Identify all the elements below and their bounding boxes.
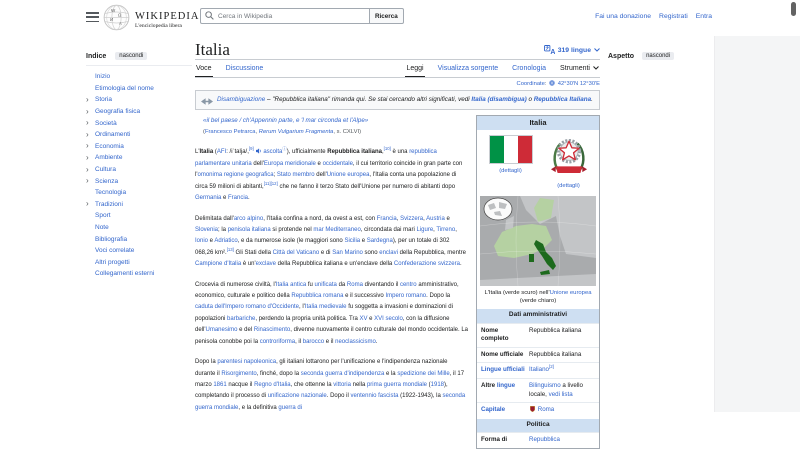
- wiki-link[interactable]: Slovenia: [195, 227, 219, 234]
- svg-text:Ω: Ω: [118, 12, 122, 18]
- text-segment: ,: [396, 215, 401, 222]
- toc-expand-icon[interactable]: ›: [86, 106, 89, 116]
- disambiguation-icon: [201, 97, 213, 110]
- toc-list: [86, 71, 192, 280]
- text-segment: , il: [295, 338, 303, 345]
- flag-details-link[interactable]: (dettagli): [499, 168, 522, 175]
- infobox-row: [477, 362, 599, 378]
- sidebar-item-scienza[interactable]: [86, 175, 192, 187]
- toc-expand-icon[interactable]: ›: [86, 94, 89, 104]
- text-segment: L'Italia (verde scuro) nell': [484, 289, 550, 296]
- country-infobox: [476, 115, 600, 449]
- toc-item-label: Inizio: [95, 73, 111, 81]
- wiki-link[interactable]: Francia: [228, 195, 249, 202]
- top-link-0[interactable]: Fai una donazione: [595, 13, 652, 20]
- toc-item-label: Economia: [95, 142, 124, 150]
- sidebar-item-cultura[interactable]: [86, 164, 192, 176]
- sidebar-item-tecnologia[interactable]: [86, 187, 192, 199]
- text-segment: ), per un totale di 302 068,26 km².: [195, 238, 450, 256]
- chevron-down-icon: [593, 65, 599, 72]
- toc-item-label: Ordinamenti: [95, 131, 131, 139]
- text-segment: – "Repubblica italiana" rimanda qui. Se stai cercando altri significati, vedi: [265, 96, 472, 103]
- text-segment: e: [208, 238, 215, 245]
- footnote-ref[interactable]: [13]: [226, 246, 234, 252]
- toc-item-label: Storia: [95, 96, 112, 104]
- infobox-row-value: [527, 324, 599, 347]
- search-button[interactable]: Ricerca: [370, 8, 404, 24]
- wiki-link[interactable]: controriforma: [259, 338, 296, 345]
- text-segment: fu soggetta a invasioni e dominazioni di popolazioni: [195, 304, 453, 322]
- toc-item-label: Collegamenti esterni: [95, 270, 155, 278]
- text-segment: , divenne nuovamente il centro culturale del mondo occidentale. La penisola conobbe poi la: [195, 327, 469, 345]
- toc-item-label: Cultura: [95, 166, 116, 174]
- sidebar-item-ordinamenti[interactable]: [86, 129, 192, 141]
- tab-voce[interactable]: Voce: [195, 60, 213, 77]
- wiki-link[interactable]: Germania: [195, 195, 222, 202]
- svg-text:A: A: [119, 21, 122, 26]
- sidebar-item-bibliografia[interactable]: [86, 233, 192, 245]
- wiki-link[interactable]: prima guerra mondiale: [366, 381, 427, 388]
- text-segment: nella: [350, 381, 367, 388]
- text-segment: , e da numerose isole (le maggiori sono: [237, 238, 345, 245]
- infobox-row-label: [477, 403, 527, 419]
- wiki-link[interactable]: unificata: [314, 281, 337, 288]
- wiki-link[interactable]: Roma: [346, 281, 363, 288]
- infobox-row-label: [477, 433, 527, 448]
- wiki-link[interactable]: 42°30′N 12°30′E: [557, 81, 600, 87]
- wiki-link[interactable]: Repubblica romana: [291, 293, 344, 300]
- wiki-link[interactable]: occidentale: [322, 161, 353, 168]
- infobox-row-value: [527, 403, 599, 419]
- text-segment: , circondata dai mari: [360, 227, 417, 234]
- text-segment: , l': [299, 304, 305, 311]
- wikipedia-globe-icon: [103, 4, 130, 36]
- text-segment: e: [360, 238, 367, 245]
- wiki-link[interactable]: guerra di: [278, 404, 303, 411]
- text-segment: Gli Stati della: [233, 249, 273, 256]
- text-segment: o: [526, 96, 534, 103]
- toc-item-label: Tradizioni: [95, 200, 123, 208]
- wiki-link[interactable]: AFI: [216, 148, 227, 155]
- content-area: [195, 36, 600, 455]
- wiki-link[interactable]: XV: [359, 315, 368, 322]
- svg-text:A: A: [550, 48, 555, 54]
- text-segment: L': [195, 148, 200, 155]
- view-leggi[interactable]: Leggi: [405, 60, 424, 77]
- wiki-link[interactable]: Confederazione svizzera: [393, 261, 460, 268]
- chevron-down-icon: [594, 47, 600, 54]
- wiki-link[interactable]: Italia (disambigua): [471, 96, 527, 103]
- wiki-link[interactable]: Stato membro: [276, 172, 315, 179]
- toc-item-label: Altri progetti: [95, 258, 130, 266]
- text-segment: , l'Italia conta una popolazione di circa 59 milioni di abitanti,: [195, 172, 457, 190]
- toc-expand-icon[interactable]: ›: [86, 152, 89, 162]
- text-segment: : /iˈtalja/,: [226, 148, 249, 155]
- text-segment: .: [591, 96, 593, 103]
- toc-item-label: Geografia fisica: [95, 108, 141, 116]
- text-segment: Repubblica italiana: [529, 326, 582, 334]
- wiki-link[interactable]: omonima regione geografica: [197, 172, 274, 179]
- wiki-link[interactable]: 1861: [213, 381, 227, 388]
- main-menu-icon[interactable]: [86, 12, 99, 23]
- toc-item-label: Scienza: [95, 177, 119, 185]
- infobox-row-value: [527, 348, 599, 363]
- text-segment: Nome completo: [481, 326, 509, 343]
- text-segment: è un': [241, 261, 256, 268]
- toc-item-label: Tecnologia: [95, 189, 127, 197]
- namespace-tabs: [195, 60, 264, 77]
- wiki-link[interactable]: Francesco Petrarca: [204, 129, 256, 136]
- appearance-panel: [608, 52, 674, 60]
- infobox-row: [477, 402, 599, 419]
- text-segment: (verde chiaro): [519, 297, 557, 304]
- wiki-link[interactable]: spedizione dei Mille: [397, 370, 450, 377]
- text-segment: , l'Italia confina a nord, da ovest a est, con: [263, 215, 377, 222]
- text-segment: .: [248, 195, 250, 202]
- wiki-link[interactable]: seconda guerra d'indipendenza: [300, 370, 385, 377]
- text-segment: e: [367, 315, 375, 322]
- text-segment: .: [375, 338, 378, 345]
- infobox-row: [477, 347, 599, 363]
- text-segment: dell': [314, 172, 327, 179]
- sidebar-item-economia[interactable]: [86, 141, 192, 153]
- article-body: [195, 115, 600, 444]
- speaker-icon: [256, 148, 262, 159]
- sidebar-item-storia[interactable]: [86, 94, 192, 106]
- wiki-link[interactable]: Ligure: [416, 227, 434, 234]
- wikipedia-logo[interactable]: [103, 4, 199, 36]
- view-strumenti[interactable]: Strumenti: [559, 60, 600, 77]
- text-segment: . Dopo il: [326, 393, 351, 400]
- text-segment: dell': [251, 161, 264, 168]
- roma-shield-icon: [530, 406, 535, 416]
- wiki-link[interactable]: seconda guerra mondiale: [195, 393, 466, 411]
- text-segment: diventando il: [362, 281, 400, 288]
- wiki-link[interactable]: Campione d'Italia: [195, 261, 242, 268]
- footnote-ref[interactable]: [2]: [548, 364, 554, 370]
- wiki-link[interactable]: Italia antica: [275, 281, 307, 288]
- eu-locator-map[interactable]: [477, 196, 599, 286]
- sidebar-item-note[interactable]: [86, 222, 192, 234]
- text-segment: , perdendo la propria unità politica. Tra: [255, 315, 360, 322]
- logo-title: WIKIPEDIA: [135, 11, 200, 22]
- footnote-ref[interactable]: [10]: [383, 145, 391, 151]
- text-segment: Italia: [199, 148, 214, 155]
- wiki-link[interactable]: barocco: [302, 338, 325, 345]
- text-segment: ; la: [218, 227, 228, 234]
- wiki-link[interactable]: enclavi: [379, 249, 398, 256]
- text-segment: Dopo la: [195, 359, 218, 366]
- logo-subtitle: L'enciclopedia libera: [135, 23, 182, 29]
- toc-item-label: Ambiente: [95, 154, 123, 162]
- text-segment: (1922-1943), la: [398, 393, 443, 400]
- text-segment: della Repubblica, mentre: [397, 249, 466, 256]
- text-segment: (: [427, 381, 431, 388]
- page-title: Italia: [195, 40, 230, 59]
- wiki-link[interactable]: Regno d'Italia: [254, 381, 291, 388]
- wiki-link[interactable]: neoclassicismo: [335, 338, 376, 345]
- toc-expand-icon[interactable]: ›: [86, 176, 89, 186]
- text-segment: e del: [237, 327, 254, 334]
- text-segment: , con la diffusione dell': [195, 315, 450, 334]
- text-segment: , che ottenne la: [290, 381, 334, 388]
- sidebar-item-tradizioni[interactable]: [86, 199, 192, 211]
- wiki-link[interactable]: barbariche: [227, 315, 256, 322]
- text-segment: e di: [319, 249, 333, 256]
- wiki-link[interactable]: Tirreno: [436, 227, 456, 234]
- text-segment: ,: [455, 227, 457, 234]
- tab-discussione[interactable]: Discussione: [225, 65, 264, 72]
- wiki-link[interactable]: Adriatico: [214, 238, 238, 245]
- wiki-link[interactable]: Impero romano: [385, 293, 427, 300]
- infobox-row: [477, 432, 599, 448]
- text-segment: Delimitata dall': [195, 215, 234, 222]
- infobox-row: [477, 378, 599, 402]
- text-segment: Forma di: [481, 436, 508, 444]
- wiki-link[interactable]: repubblica parlamentare unitaria: [195, 148, 437, 168]
- infobox-row-value: [527, 363, 599, 378]
- view-visualizza-sorgente[interactable]: Visualizza sorgente: [437, 65, 499, 72]
- text-segment: e il: [324, 338, 336, 345]
- wiki-link[interactable]: «il bel paese / ch'Appennin parte, e 'l mar circonda et l'Alpe»: [203, 116, 369, 124]
- emblem-details-link[interactable]: (dettagli): [557, 182, 580, 189]
- search-box[interactable]: [200, 8, 370, 24]
- wiki-link[interactable]: Europa meridionale: [263, 161, 316, 168]
- text-segment: (: [203, 129, 205, 136]
- wiki-link[interactable]: penisola italiana: [227, 227, 271, 234]
- wiki-link[interactable]: Rerum Vulgarium Fragmenta: [258, 129, 334, 136]
- vertical-scrollbar[interactable]: [791, 2, 796, 16]
- top-link-2[interactable]: Entra: [695, 13, 712, 20]
- wiki-link[interactable]: Repubblica: [529, 436, 560, 444]
- wiki-link[interactable]: Italia medievale: [304, 304, 347, 311]
- wiki-link[interactable]: Italiano: [529, 366, 549, 374]
- text-segment: Altre: [481, 381, 497, 389]
- text-segment: .: [459, 261, 462, 268]
- wiki-link[interactable]: mar Mediterraneo: [313, 227, 361, 234]
- wiki-link[interactable]: Unione europea: [326, 172, 370, 179]
- text-segment: , s. CXLVI): [333, 129, 362, 136]
- text-segment: ;: [273, 172, 277, 179]
- wiki-link[interactable]: XVI secolo: [374, 315, 403, 322]
- wiki-link[interactable]: Francia: [376, 215, 397, 222]
- top-link-1[interactable]: Registrati: [659, 13, 688, 20]
- wiki-link[interactable]: ascolta: [263, 148, 283, 155]
- wiki-link[interactable]: Repubblica Italiana: [533, 96, 592, 103]
- text-segment: della Repubblica italiana e un'enclave della: [276, 261, 394, 268]
- wiki-link[interactable]: San Marino: [332, 249, 363, 256]
- footnote-ref[interactable]: [11][12]: [263, 180, 278, 186]
- sidebar-item-ambiente[interactable]: [86, 152, 192, 164]
- wiki-link[interactable]: Rinascimento: [253, 327, 291, 334]
- appearance-hide-button[interactable]: nascondi: [642, 52, 674, 60]
- disambiguation-notice: [195, 90, 600, 110]
- text-segment: Crocevia di numerose civiltà, l': [195, 281, 276, 288]
- infobox-section-header: Politica: [477, 419, 599, 433]
- text-segment: , il cui territorio coincide in gran parte con l': [195, 161, 463, 179]
- text-segment: ,: [381, 148, 384, 155]
- infobox-row-value: [527, 379, 599, 402]
- toc-expand-icon[interactable]: ›: [86, 129, 89, 139]
- wiki-link[interactable]: Umanesimo: [205, 327, 238, 334]
- text-segment: ,: [423, 215, 427, 222]
- toc-expand-icon[interactable]: ›: [86, 141, 89, 151]
- text-segment: a livello locale,: [529, 381, 583, 398]
- coordinates: [195, 78, 600, 89]
- text-segment: e la: [384, 370, 398, 377]
- wiki-link[interactable]: arco alpino: [233, 215, 264, 222]
- infobox-title: Italia: [477, 116, 599, 131]
- text-segment: che ne fanno il terzo Stato dell'Unione per numero di abitanti dopo: [277, 183, 456, 190]
- wiki-link[interactable]: Lingue ufficiali: [481, 366, 525, 374]
- text-segment: (: [213, 148, 217, 155]
- wiki-link[interactable]: Città del Vaticano: [272, 249, 320, 256]
- text-segment: Nome ufficiale: [481, 350, 524, 358]
- wiki-link[interactable]: parentesi napoleonica: [217, 359, 277, 366]
- wiki-link[interactable]: centro: [399, 281, 417, 288]
- search-input[interactable]: [218, 13, 365, 20]
- text-segment: da: [336, 281, 347, 288]
- text-segment: ), ufficialmente: [286, 148, 328, 155]
- svg-text:W: W: [111, 8, 116, 13]
- infobox-row-label: [477, 348, 527, 363]
- wiki-link[interactable]: unificazione nazionale: [267, 393, 327, 400]
- sidebar-item-voci-correlate[interactable]: [86, 245, 192, 257]
- sidebar-item-collegamenti-esterni[interactable]: [86, 268, 192, 280]
- text-segment: [254, 149, 256, 155]
- wiki-link[interactable]: Ionio: [195, 238, 209, 245]
- text-segment: Repubblica italiana: [529, 350, 582, 358]
- sidebar-item-etimologia-del-nome[interactable]: [86, 83, 192, 95]
- text-segment: Repubblica italiana: [327, 148, 382, 155]
- text-segment: nacque il: [226, 381, 255, 388]
- wiki-link[interactable]: ventennio fascista: [350, 393, 399, 400]
- sidebar-item-altri-progetti[interactable]: [86, 257, 192, 269]
- infobox-row-label: [477, 379, 527, 402]
- wiki-link[interactable]: Austria: [426, 215, 445, 222]
- text-segment: e: [444, 215, 450, 222]
- text-segment: , il 17 marzo: [195, 370, 465, 388]
- text-segment: :: [544, 81, 549, 87]
- text-segment: e: [315, 161, 323, 168]
- text-segment: fu: [306, 281, 315, 288]
- sidebar-item-societ-[interactable]: [86, 117, 192, 129]
- text-segment: amministrativo, economico, culturale e politico della: [195, 281, 459, 300]
- toc-expand-icon[interactable]: ›: [86, 199, 89, 209]
- text-segment: e: [221, 195, 229, 202]
- language-count-label: 319 lingue: [557, 47, 591, 54]
- personal-links: [595, 13, 712, 20]
- view-tabs: [405, 60, 600, 77]
- footnote-ref[interactable]: ⓘ: [282, 145, 287, 151]
- toc-item-label: Voci correlate: [95, 247, 135, 255]
- text-segment: sono: [362, 249, 380, 256]
- italy-emblem-image[interactable]: [550, 135, 588, 179]
- search-bar: [200, 8, 404, 24]
- toc-title: Indice: [86, 52, 107, 60]
- infobox-row-label: [477, 324, 527, 347]
- toc-item-label: Sport: [95, 212, 111, 220]
- wiki-link[interactable]: Unione europea: [549, 289, 592, 296]
- infobox-row: [477, 323, 599, 347]
- sidebar-item-inizio[interactable]: [86, 71, 192, 83]
- text-segment: e il successivo: [343, 293, 386, 300]
- wiki-link[interactable]: Bilinguismo: [529, 381, 561, 389]
- infobox-row-value: [527, 433, 599, 448]
- wiki-link[interactable]: exclave: [255, 261, 277, 268]
- toc-expand-icon[interactable]: ›: [86, 118, 89, 128]
- text-segment: , e la definitiva: [238, 404, 279, 411]
- toc-item-label: Etimologia del nome: [95, 84, 154, 92]
- toc-hide-button[interactable]: nascondi: [115, 52, 147, 60]
- wiki-link[interactable]: Coordinate: [516, 81, 545, 87]
- wiki-link[interactable]: vedi lista: [548, 390, 573, 398]
- toc-item-label: Note: [95, 224, 109, 232]
- text-segment: si protende nel: [270, 227, 314, 234]
- toc-item-label: Società: [95, 119, 117, 127]
- text-segment: , gli italiani lottarono per l'unificazione e l'indipendenza nazionale durante il: [195, 359, 448, 377]
- text-segment: è una: [390, 148, 410, 155]
- wiki-link[interactable]: Sardegna: [366, 238, 393, 245]
- svg-text:И: И: [110, 17, 114, 22]
- appearance-title: Aspetto: [608, 52, 635, 60]
- text-segment: ), completando il processo di: [195, 381, 448, 400]
- sidebar-item-geografia-fisica[interactable]: [86, 106, 192, 118]
- wikipedia-wordmark: [135, 11, 199, 29]
- wiki-link[interactable]: caduta dell'Impero romano d'Occidente: [195, 304, 300, 311]
- wiki-link[interactable]: Svizzera: [400, 215, 424, 222]
- wiki-link[interactable]: lingue: [496, 381, 516, 389]
- top-bar: [0, 0, 800, 36]
- footnote-ref[interactable]: [9]: [248, 145, 254, 151]
- text-segment: . Dopo la: [426, 293, 451, 300]
- map-caption: [477, 286, 599, 309]
- sidebar-item-sport[interactable]: [86, 210, 192, 222]
- infobox-row-label: [477, 363, 527, 378]
- wiki-link[interactable]: Capitale: [481, 406, 506, 414]
- wiki-link[interactable]: vittoria: [333, 381, 351, 388]
- language-selector-button[interactable]: [544, 45, 600, 56]
- italy-flag-image[interactable]: [489, 135, 533, 164]
- language-icon: [544, 45, 555, 56]
- toc-item-label: Bibliografia: [95, 235, 128, 243]
- text-segment: ,: [433, 227, 437, 234]
- page-right-margin: [714, 0, 800, 412]
- view-cronologia[interactable]: Cronologia: [512, 65, 547, 72]
- text-segment: , finché, dopo la: [256, 370, 301, 377]
- wiki-link[interactable]: Sicilia: [344, 238, 361, 245]
- disambiguation-text: [217, 96, 593, 103]
- wiki-link[interactable]: Disambiguazione: [217, 96, 266, 103]
- wiki-link[interactable]: 1918: [430, 381, 445, 388]
- toc-expand-icon[interactable]: ›: [86, 164, 89, 174]
- text-segment: ,: [255, 129, 259, 136]
- wiki-link[interactable]: Roma: [537, 406, 555, 414]
- map-pin-icon: [549, 80, 555, 88]
- infobox-section-header: Dati amministrativi: [477, 309, 599, 323]
- wiki-link[interactable]: Risorgimento: [221, 370, 257, 377]
- search-icon: [205, 7, 214, 25]
- table-of-contents: [86, 52, 192, 280]
